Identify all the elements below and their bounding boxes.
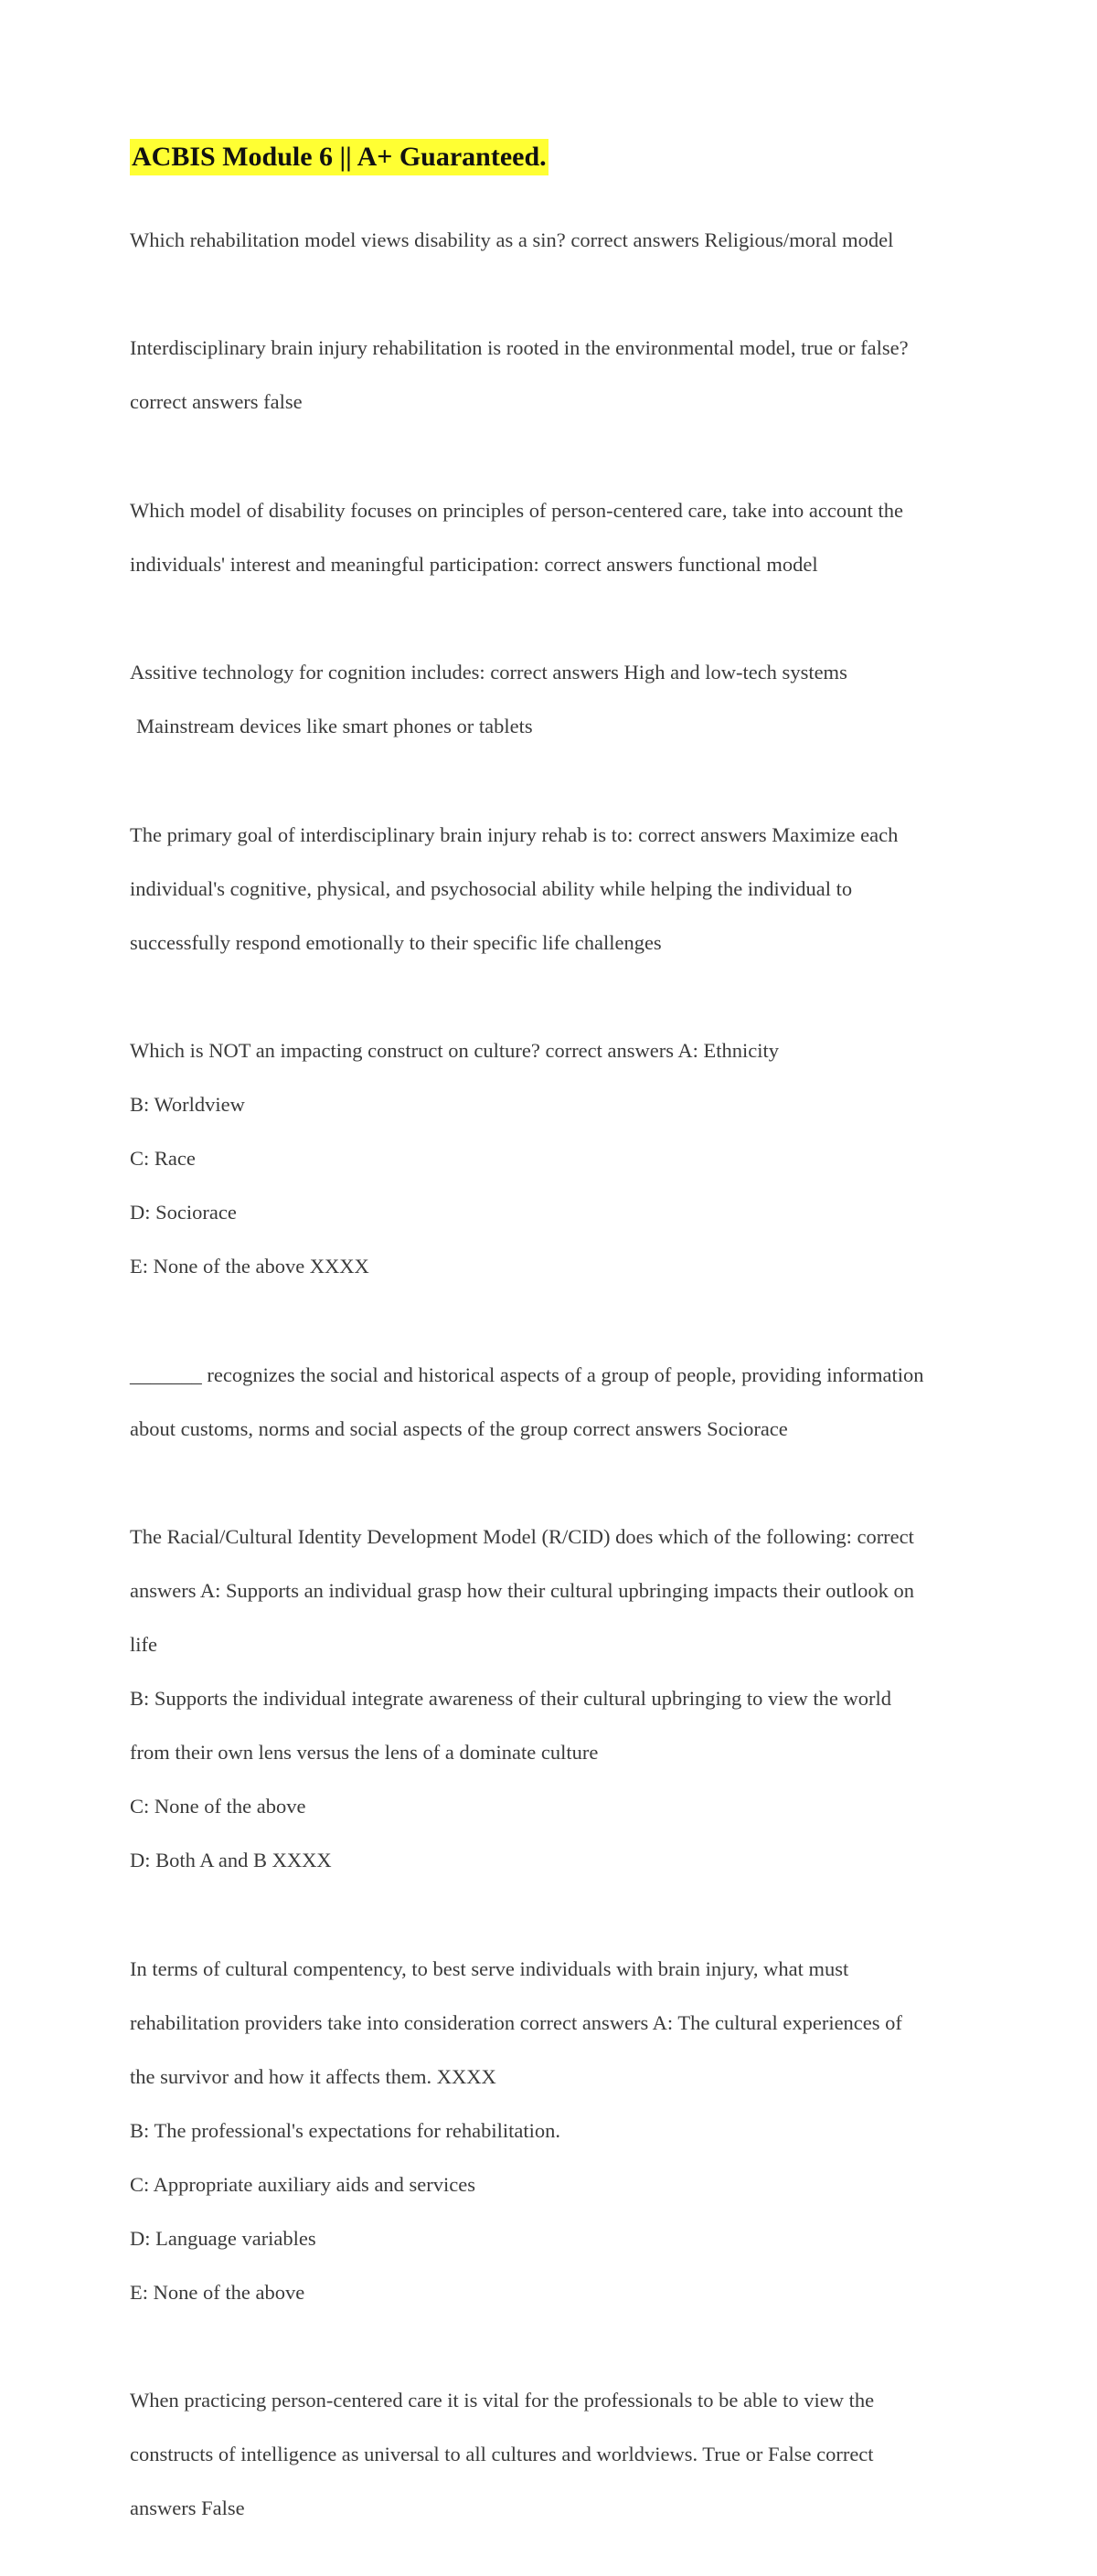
qa-item-5 <box>130 794 971 983</box>
qa-line: Which is NOT an impacting construct on culture? correct answers A: Ethnicity <box>130 1039 780 1062</box>
qa-line: rehabilitation providers take into consideration correct answers A: The cultural experiences of <box>130 2010 902 2034</box>
qa-line: D: Both A and B XXXX <box>130 1849 332 1871</box>
qa-line: Which model of disability focuses on principles of person-centered care, take into account the <box>130 498 903 522</box>
qa-line: from their own lens versus the lens of a dominate culture <box>130 1741 599 1764</box>
qa-line: successfully respond emotionally to their specific life challenges <box>130 930 662 954</box>
qa-line: Interdisciplinary brain injury rehabilitation is rooted in the environmental model, true or false? <box>130 336 909 359</box>
qa-line: B: Worldview <box>130 1093 245 1116</box>
qa-item-4 <box>130 632 971 768</box>
qa-line: answers A: Supports an individual grasp how their cultural upbringing impacts their outlook on <box>130 1579 914 1602</box>
qa-item-9 <box>130 1928 971 2333</box>
qa-line: C: Appropriate auxiliary aids and services <box>130 2172 476 2196</box>
qa-line: E: None of the above XXXX <box>130 1255 369 1277</box>
qa-item-10 <box>130 2360 971 2549</box>
qa-line: correct answers false <box>130 390 303 413</box>
qa-list <box>130 199 971 2549</box>
document-page <box>130 139 971 2576</box>
qa-line: Mainstream devices like smart phones or tablets <box>136 715 533 737</box>
qa-line: B: Supports the individual integrate awareness of their cultural upbringing to view the world <box>130 1687 891 1710</box>
qa-line: The Racial/Cultural Identity Development Model (R/CID) does which of the following: correct <box>130 1525 914 1548</box>
document-title: ACBIS Module 6 || A+ Guaranteed. <box>130 139 548 175</box>
qa-line: about customs, norms and social aspects of the group correct answers Sociorace <box>130 1416 788 1440</box>
qa-item-1 <box>130 199 971 281</box>
qa-item-3 <box>130 470 971 605</box>
qa-line: D: Language variables <box>130 2226 316 2250</box>
qa-line: In terms of cultural compentency, to best serve individuals with brain injury, what must <box>130 1956 849 1980</box>
qa-line: life <box>130 1633 157 1656</box>
qa-line: constructs of intelligence as universal to all cultures and worldviews. True or False correct <box>130 2443 874 2465</box>
qa-line: the survivor and how it affects them. XXXX <box>130 2064 496 2088</box>
qa-line: Assitive technology for cognition includes: correct answers High and low-tech systems <box>130 661 847 684</box>
qa-item-8 <box>130 1497 971 1902</box>
qa-line: C: Race <box>130 1147 196 1170</box>
qa-line: _______ recognizes the social and historical aspects of a group of people, providing information <box>130 1362 924 1386</box>
qa-line: When practicing person-centered care it is vital for the professionals to be able to view the <box>130 2389 875 2412</box>
qa-line: answers False <box>130 2496 245 2519</box>
qa-line: individual's cognitive, physical, and psychosocial ability while helping the individual to <box>130 876 853 900</box>
qa-line: The primary goal of interdisciplinary brain injury rehab is to: correct answers Maximize each <box>130 822 899 846</box>
qa-line: C: None of the above <box>130 1795 306 1818</box>
qa-item-2 <box>130 308 971 443</box>
qa-item-6 <box>130 1011 971 1308</box>
qa-line: D: Sociorace <box>130 1201 237 1224</box>
qa-line: Which rehabilitation model views disability as a sin? correct answers Religious/moral model <box>130 228 894 251</box>
qa-line: B: The professional's expectations for rehabilitation. <box>130 2118 561 2142</box>
qa-item-7 <box>130 1334 971 1469</box>
qa-line: E: None of the above <box>130 2280 305 2304</box>
qa-line: individuals' interest and meaningful participation: correct answers functional model <box>130 552 818 576</box>
